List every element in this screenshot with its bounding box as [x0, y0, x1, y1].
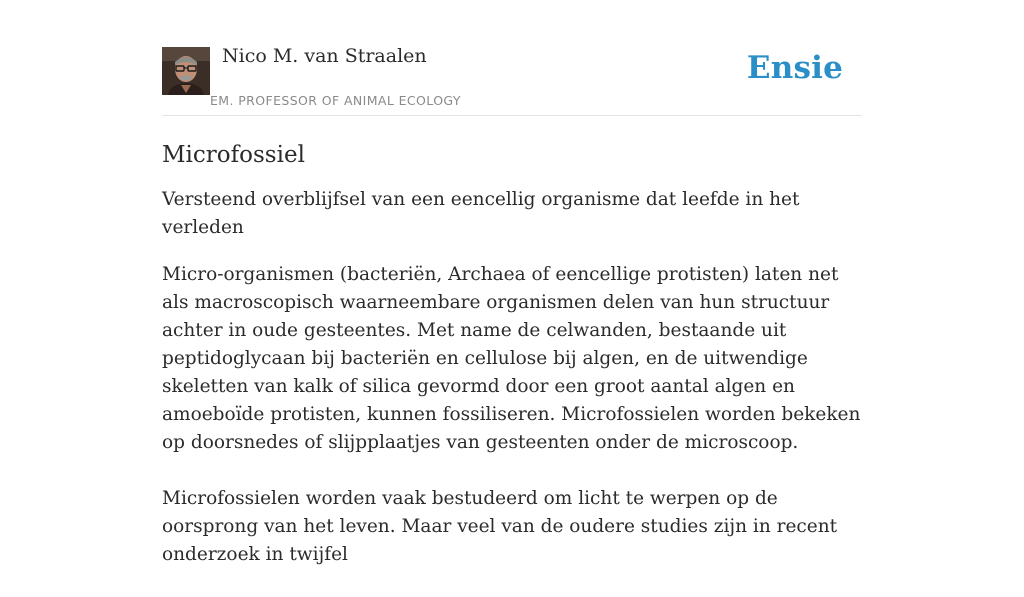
author-photo-icon: [162, 47, 210, 95]
entry-paragraph: Micro-organismen (bacteriën, Archaea of eencellige protisten) laten net als macroscopisch waarneembare organismen delen van hun structuur achter in oude gesteentes. Met name de celwanden, bestaande uit peptidoglycaan bij bacteriën en cellulose bij algen, en de uitwendige skeletten van kalk of silica gevormd door een groot aantal algen en amoeboïde protisten, kunnen fossiliseren. Microfossielen worden bekeken op doorsnedes of slijpplaatjes van gesteenten onder de microscoop.: [162, 264, 861, 453]
author-avatar[interactable]: [162, 47, 210, 95]
entry-content: [162, 138, 864, 597]
entry-summary: Versteend overblijfsel van een eencellig organisme dat leefde in het verleden: [162, 189, 800, 238]
ensie-logo[interactable]: Ensie: [746, 50, 843, 86]
author-role: EM. PROFESSOR OF ANIMAL ECOLOGY: [210, 93, 461, 108]
author-name[interactable]: Nico M. van Straalen: [222, 45, 427, 67]
entry-title: Microfossiel: [162, 142, 305, 168]
entry-paragraph: Microfossielen worden vaak bestudeerd om licht te werpen op de oorsprong van het leven. Maar veel van de oudere studies zijn in recent onderzoek in twijfel: [162, 488, 838, 565]
author-header: [162, 0, 862, 116]
